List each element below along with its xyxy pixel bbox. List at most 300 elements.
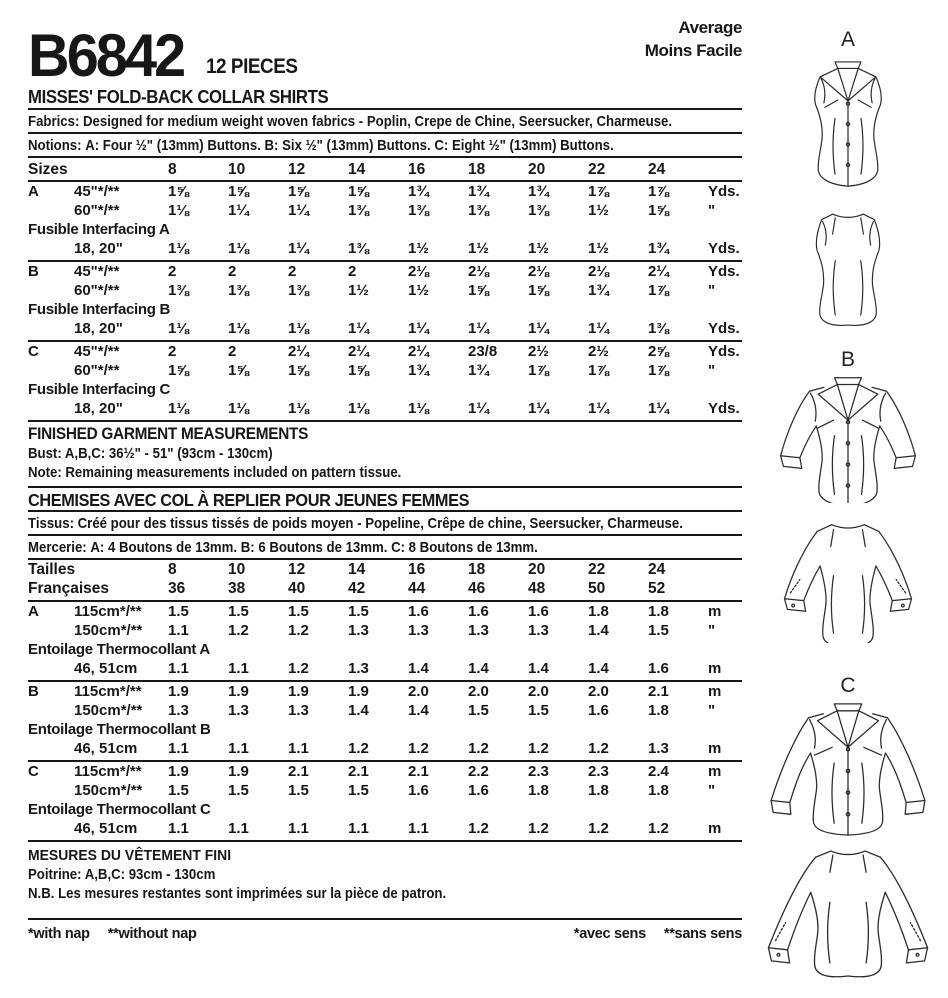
- view-letter-cell: C: [28, 343, 39, 360]
- yardage-value-cell: 1⅝: [288, 362, 309, 379]
- size-header-value: 12: [288, 561, 306, 578]
- yardage-value-cell: 1⅜: [168, 282, 189, 299]
- view-a-front-illustration: [748, 52, 948, 198]
- note-line: Note: Remaining measurements included on pattern tissue.: [28, 464, 402, 481]
- yardage-value-cell: 1½: [408, 240, 429, 257]
- table-row: [28, 739, 742, 762]
- size-header-value: 24: [648, 161, 666, 178]
- yardage-value-cell: 1.1: [168, 660, 189, 677]
- yardage-value-cell: 1.5: [528, 702, 549, 719]
- unit-cell: ": [708, 362, 716, 379]
- view-letter-cell: [28, 739, 74, 760]
- yardage-value-cell: 1⅝: [288, 183, 309, 200]
- table-row: [28, 819, 742, 842]
- view-letter-cell: [28, 239, 74, 260]
- table-row: [28, 602, 742, 621]
- yardage-value-cell: 1⅝: [168, 362, 189, 379]
- view-letter-cell: [28, 621, 74, 641]
- yardage-value-cell: 1¼: [468, 400, 489, 417]
- size-header-value: 14: [348, 561, 366, 578]
- avec-sens-note: *avec sens: [573, 926, 646, 942]
- unit-cell: m: [708, 603, 722, 620]
- view-letter-cell: B: [28, 683, 39, 700]
- table-row: [28, 201, 742, 220]
- unit-cell: m: [708, 820, 722, 837]
- footnotes-english: [28, 926, 197, 942]
- yardage-value-cell: 1.5: [228, 782, 249, 799]
- yardage-value-cell: 1⅝: [528, 282, 549, 299]
- long-sleeve-shirt-front-drawing: [759, 698, 937, 836]
- sleeveless-shirt-front-drawing: [797, 52, 899, 198]
- yardage-value-cell: 1⅛: [168, 320, 189, 337]
- yardage-value-cell: 1⅝: [228, 183, 249, 200]
- yardage-value-cell: 1⅝: [228, 362, 249, 379]
- yardage-value-cell: 1⅜: [528, 202, 549, 219]
- size-header-value: 16: [408, 161, 426, 178]
- yardage-value-cell: 1⅞: [648, 282, 669, 299]
- notions-label: Notions:: [28, 137, 82, 154]
- size-header-value: 10: [228, 561, 246, 578]
- fabric-width-cell: 150cm*/**: [74, 782, 143, 799]
- yardage-value-cell: 1.2: [588, 740, 609, 757]
- view-b-label: B: [840, 348, 855, 371]
- difficulty-rating: [645, 16, 742, 62]
- view-c-front-illustration: [748, 698, 948, 836]
- unit-cell: m: [708, 763, 722, 780]
- table-row: [28, 781, 742, 800]
- yardage-value-cell: 1.5: [168, 782, 189, 799]
- yardage-value-cell: 1.6: [468, 782, 489, 799]
- size-header-value: 20: [528, 161, 546, 178]
- fabric-width-cell: 18, 20": [74, 240, 123, 257]
- yardage-value-cell: 1.3: [288, 702, 309, 719]
- view-a-back-illustration: [748, 204, 948, 328]
- yardage-value-cell: 1¾: [588, 282, 609, 299]
- yardage-value-cell: 1.4: [408, 660, 429, 677]
- unit-cell: m: [708, 660, 722, 677]
- size-header-value: 18: [468, 161, 486, 178]
- footnotes-french: [574, 926, 742, 942]
- yardage-value-cell: 2⅛: [528, 263, 549, 280]
- yardage-value-cell: 1¼: [288, 202, 309, 219]
- yardage-value-cell: 1⅛: [288, 320, 309, 337]
- yardage-value-cell: 1⅛: [228, 320, 249, 337]
- garment-illustrations: [748, 0, 948, 998]
- unit-cell: Yds.: [708, 320, 740, 337]
- yardage-value-cell: 2½: [588, 343, 609, 360]
- view-letter-cell: [28, 781, 74, 801]
- yardage-value-cell: 1⅛: [288, 400, 309, 417]
- fabric-width-cell: 46, 51cm: [74, 740, 138, 757]
- yardage-value-cell: 1¼: [588, 400, 609, 417]
- fabric-width-cell: 115cm*/**: [74, 603, 142, 620]
- footnotes: [28, 918, 742, 942]
- yardage-value-cell: 1.5: [168, 603, 189, 620]
- view-letter-cell: [28, 319, 74, 340]
- yardage-value-cell: 2⅛: [408, 263, 429, 280]
- yardage-value-cell: 1.5: [228, 603, 249, 620]
- yardage-value-cell: 1.3: [408, 622, 429, 639]
- yardage-value-cell: 1.2: [348, 740, 369, 757]
- header: [28, 0, 742, 89]
- yardage-value-cell: 2.0: [408, 683, 429, 700]
- metric-yardage-table: [28, 602, 742, 842]
- table-section-label: Fusible Interfacing B: [28, 301, 171, 318]
- size-header-value: 38: [228, 580, 246, 597]
- fabric-width-cell: 46, 51cm: [74, 820, 138, 837]
- yardage-value-cell: 1½: [528, 240, 549, 257]
- yardage-value-cell: 1¼: [408, 320, 429, 337]
- yardage-value-cell: 1.5: [468, 702, 489, 719]
- yardage-value-cell: 1¾: [648, 240, 669, 257]
- fabric-width-cell: 46, 51cm: [74, 660, 138, 677]
- unit-column-spacer: [708, 560, 742, 580]
- table-section-label: Entoilage Thermocollant C: [28, 801, 211, 818]
- yardage-value-cell: 1.6: [588, 702, 609, 719]
- table-section-label: Fusible Interfacing C: [28, 381, 171, 398]
- size-header-value: 22: [588, 561, 606, 578]
- three-quarter-sleeve-shirt-back-drawing: [766, 516, 930, 643]
- unit-cell: Yds.: [708, 183, 740, 200]
- yardage-value-cell: 1.2: [648, 820, 669, 837]
- yardage-value-cell: 1.8: [648, 702, 669, 719]
- size-header-value: 22: [588, 161, 606, 178]
- fabric-width-cell: 60"*/**: [74, 282, 120, 299]
- yardage-value-cell: 2.3: [528, 763, 549, 780]
- unit-cell: Yds.: [708, 400, 740, 417]
- size-header-value: 46: [468, 580, 486, 597]
- yardage-value-cell: 1¼: [528, 320, 549, 337]
- yardage-value-cell: 1.2: [588, 820, 609, 837]
- yardage-value-cell: 1⅞: [588, 183, 609, 200]
- unit-cell: ": [708, 702, 716, 719]
- view-letter-cell: A: [28, 183, 39, 200]
- yardage-value-cell: 1.1: [228, 820, 249, 837]
- english-title: MISSES' FOLD-BACK COLLAR SHIRTS: [28, 84, 742, 110]
- fabric-width-cell: 45"*/**: [74, 343, 120, 360]
- yardage-value-cell: 1.3: [528, 622, 549, 639]
- view-letter-cell: [28, 819, 74, 840]
- view-a-label: A: [840, 28, 855, 51]
- yardage-value-cell: 1⅛: [228, 240, 249, 257]
- yardage-value-cell: 1¾: [468, 362, 489, 379]
- yardage-value-cell: 1⅜: [468, 202, 489, 219]
- yardage-value-cell: 1.5: [348, 603, 369, 620]
- yardage-value-cell: 1⅛: [228, 400, 249, 417]
- tissus-label: Tissus:: [28, 515, 74, 532]
- unit-cell: Yds.: [708, 343, 740, 360]
- table-row: [28, 682, 742, 701]
- difficulty-english: Average: [678, 18, 742, 37]
- yardage-value-cell: 1.2: [528, 820, 549, 837]
- yardage-value-cell: 1.8: [528, 782, 549, 799]
- yardage-value-cell: 1.6: [468, 603, 489, 620]
- tailles-header-rows: [28, 560, 742, 602]
- yardage-value-cell: 1¼: [588, 320, 609, 337]
- size-header-value: 42: [348, 580, 366, 597]
- unit-column-spacer: [708, 158, 742, 181]
- yardage-value-cell: 1.9: [168, 683, 189, 700]
- yardage-value-cell: 2.1: [348, 763, 369, 780]
- yardage-value-cell: 1⅝: [648, 202, 669, 219]
- yardage-value-cell: 2.1: [408, 763, 429, 780]
- yardage-value-cell: 1.3: [648, 740, 669, 757]
- yardage-value-cell: 1.6: [528, 603, 549, 620]
- yardage-value-cell: 1.8: [588, 782, 609, 799]
- table-row: [28, 621, 742, 640]
- yardage-value-cell: 1½: [408, 282, 429, 299]
- yardage-value-cell: 1.9: [348, 683, 369, 700]
- yardage-value-cell: 1.1: [408, 820, 429, 837]
- unit-cell: m: [708, 683, 722, 700]
- yardage-value-cell: 1.1: [168, 820, 189, 837]
- yardage-value-cell: 2: [168, 263, 177, 280]
- yardage-value-cell: 1¼: [528, 400, 549, 417]
- size-header-value: 52: [648, 580, 666, 597]
- size-header-value: 12: [288, 161, 306, 178]
- unit-cell: Yds.: [708, 240, 740, 257]
- table-section-label: Fusible Interfacing A: [28, 221, 170, 238]
- view-letter-cell: [28, 701, 74, 721]
- yardage-value-cell: 1.2: [228, 622, 249, 639]
- yardage-value-cell: 1¼: [348, 320, 369, 337]
- notions-row: [28, 134, 742, 158]
- yardage-value-cell: 1⅛: [168, 240, 189, 257]
- yardage-value-cell: 1.8: [648, 782, 669, 799]
- yardage-value-cell: 1.1: [168, 740, 189, 757]
- view-c-label: C: [840, 674, 856, 697]
- table-section-label: Entoilage Thermocollant B: [28, 721, 211, 738]
- yardage-value-cell: 1.9: [228, 763, 249, 780]
- yardage-value-cell: 2.0: [468, 683, 489, 700]
- fabric-width-cell: 18, 20": [74, 320, 123, 337]
- yardage-value-cell: 1¾: [408, 183, 429, 200]
- size-header-value: 10: [228, 161, 246, 178]
- table-row: [28, 762, 742, 781]
- view-letter-cell: [28, 281, 74, 301]
- yardage-value-cell: 1.2: [288, 622, 309, 639]
- finished-measurements-block: [28, 422, 742, 488]
- yardage-value-cell: 2.0: [588, 683, 609, 700]
- yardage-value-cell: 2⅛: [588, 263, 609, 280]
- yardage-value-cell: 1.2: [468, 820, 489, 837]
- size-header-value: 50: [588, 580, 606, 597]
- yardage-value-cell: 1¼: [228, 202, 249, 219]
- yardage-value-cell: 1.5: [348, 782, 369, 799]
- view-letter-cell: A: [28, 603, 39, 620]
- yardage-value-cell: 2.1: [648, 683, 669, 700]
- imperial-yardage-table: [28, 182, 742, 422]
- yardage-value-cell: 1⅛: [348, 400, 369, 417]
- fabrics-label: Fabrics:: [28, 113, 80, 130]
- yardage-value-cell: 1.3: [228, 702, 249, 719]
- size-header-label: Tailles: [28, 561, 76, 578]
- yardage-value-cell: 1⅝: [168, 183, 189, 200]
- yardage-value-cell: 1.8: [648, 603, 669, 620]
- sizes-header-row: [28, 158, 742, 182]
- yardage-value-cell: 1.5: [288, 603, 309, 620]
- yardage-value-cell: 1.2: [468, 740, 489, 757]
- yardage-value-cell: 1¼: [648, 400, 669, 417]
- yardage-value-cell: 1.9: [228, 683, 249, 700]
- yardage-value-cell: 2½: [528, 343, 549, 360]
- yardage-value-cell: 1⅝: [468, 282, 489, 299]
- yardage-value-cell: 1⅞: [528, 362, 549, 379]
- finished-measurements-heading: FINISHED GARMENT MEASUREMENTS: [28, 425, 309, 443]
- yardage-value-cell: 1⅜: [408, 202, 429, 219]
- yardage-value-cell: 2.2: [468, 763, 489, 780]
- yardage-value-cell: 2⅝: [648, 343, 669, 360]
- view-letter-cell: C: [28, 763, 39, 780]
- fabric-width-cell: 150cm*/**: [74, 702, 143, 719]
- yardage-value-cell: 2¼: [408, 343, 429, 360]
- yardage-value-cell: 1.1: [348, 820, 369, 837]
- yardage-value-cell: 1.6: [648, 660, 669, 677]
- mercerie-row: [28, 536, 742, 560]
- size-header-value: 8: [168, 561, 177, 578]
- yardage-value-cell: 1½: [588, 202, 609, 219]
- fabrics-row: [28, 110, 742, 134]
- text-column: [28, 0, 742, 942]
- yardage-value-cell: 2: [168, 343, 177, 360]
- yardage-value-cell: 1⅛: [168, 202, 189, 219]
- view-b-back-illustration: [748, 516, 948, 643]
- yardage-value-cell: 1.4: [588, 622, 609, 639]
- yardage-value-cell: 1⅝: [348, 362, 369, 379]
- unit-cell: Yds.: [708, 263, 740, 280]
- tissus-text: Créé pour des tissus tissés de poids moyen - Popeline, Crêpe de chine, Seersucker, Charmeuse.: [77, 515, 683, 532]
- yardage-value-cell: 1.2: [408, 740, 429, 757]
- table-row: [28, 262, 742, 281]
- yardage-value-cell: 1⅞: [648, 183, 669, 200]
- mercerie-text: A: 4 Boutons de 13mm. B: 6 Boutons de 13mm. C: 8 Boutons de 13mm.: [90, 539, 538, 556]
- without-nap-note: **without nap: [107, 926, 197, 942]
- size-header-label: Françaises: [28, 580, 109, 597]
- unit-cell: ": [708, 622, 716, 639]
- table-row: [28, 659, 742, 682]
- yardage-value-cell: 2¼: [348, 343, 369, 360]
- fabric-width-cell: 45"*/**: [74, 263, 120, 280]
- unit-cell: ": [708, 282, 716, 299]
- fabric-width-cell: 115cm*/**: [74, 763, 142, 780]
- yardage-value-cell: 1.3: [348, 622, 369, 639]
- yardage-value-cell: 1.8: [588, 603, 609, 620]
- view-b-front-illustration: [748, 372, 948, 503]
- size-header-value: 16: [408, 561, 426, 578]
- view-letter-cell: [28, 201, 74, 221]
- yardage-value-cell: 1⅞: [588, 362, 609, 379]
- yardage-value-cell: 2: [228, 263, 237, 280]
- yardage-value-cell: 1⅝: [348, 183, 369, 200]
- difficulty-french: Moins Facile: [644, 41, 742, 60]
- tailles-row: [28, 560, 742, 579]
- yardage-value-cell: 1⅜: [228, 282, 249, 299]
- yardage-value-cell: 1.4: [468, 660, 489, 677]
- pieces-count: 12 PIECES: [205, 55, 298, 78]
- french-title: CHEMISES AVEC COL À REPLIER POUR JEUNES FEMMES: [28, 488, 742, 512]
- view-letter-cell: [28, 659, 74, 680]
- size-header-value: 36: [168, 580, 186, 597]
- yardage-value-cell: 1.1: [168, 622, 189, 639]
- view-letter-cell: [28, 361, 74, 381]
- yardage-value-cell: 1½: [468, 240, 489, 257]
- notions-text: A: Four ½" (13mm) Buttons. B: Six ½" (13mm) Buttons. C: Eight ½" (13mm) Buttons.: [85, 137, 614, 154]
- yardage-value-cell: 1.5: [288, 782, 309, 799]
- unit-cell: ": [708, 202, 716, 219]
- table-row: [28, 182, 742, 201]
- size-header-value: 48: [528, 580, 546, 597]
- size-header-value: 8: [168, 161, 177, 178]
- yardage-value-cell: 1½: [588, 240, 609, 257]
- yardage-value-cell: 1⅜: [348, 240, 369, 257]
- mesures-heading: MESURES DU VÊTEMENT FINI: [28, 847, 232, 864]
- yardage-value-cell: 1.2: [288, 660, 309, 677]
- nb-line: N.B. Les mesures restantes sont imprimées sur la pièce de patron.: [28, 885, 447, 902]
- mercerie-label: Mercerie:: [28, 539, 87, 556]
- with-nap-note: *with nap: [28, 926, 90, 942]
- size-header-value: 44: [408, 580, 426, 597]
- yardage-value-cell: 1.9: [288, 683, 309, 700]
- yardage-value-cell: 1¼: [288, 240, 309, 257]
- unit-column-spacer: [708, 579, 742, 599]
- table-row: [28, 701, 742, 720]
- yardage-value-cell: 2⅛: [468, 263, 489, 280]
- table-row: [28, 342, 742, 361]
- sleeveless-shirt-back-drawing: [798, 204, 898, 328]
- yardage-value-cell: 1.1: [288, 820, 309, 837]
- long-sleeve-shirt-back-drawing: [755, 842, 941, 979]
- yardage-value-cell: 1.4: [588, 660, 609, 677]
- yardage-value-cell: 1.6: [408, 603, 429, 620]
- yardage-value-cell: 2.1: [288, 763, 309, 780]
- table-section-label: Entoilage Thermocollant A: [28, 641, 210, 658]
- yardage-value-cell: 2: [288, 263, 297, 280]
- yardage-value-cell: 2.0: [528, 683, 549, 700]
- yardage-value-cell: 2.3: [588, 763, 609, 780]
- size-header-value: 20: [528, 561, 546, 578]
- yardage-value-cell: 1⅜: [648, 320, 669, 337]
- yardage-value-cell: 1¼: [468, 320, 489, 337]
- fabric-width-cell: 150cm*/**: [74, 622, 143, 639]
- size-header-value: 40: [288, 580, 306, 597]
- yardage-value-cell: 1⅛: [168, 400, 189, 417]
- yardage-value-cell: 1.1: [288, 740, 309, 757]
- fabric-width-cell: 18, 20": [74, 400, 123, 417]
- sans-sens-note: **sans sens: [663, 926, 742, 942]
- bust-line: Bust: A,B,C: 36½" - 51" (93cm - 130cm): [28, 445, 273, 462]
- table-row: [28, 319, 742, 342]
- yardage-value-cell: 2¼: [648, 263, 669, 280]
- fabric-width-cell: 60"*/**: [74, 362, 120, 379]
- yardage-value-cell: 1.5: [648, 622, 669, 639]
- table-row: [28, 281, 742, 300]
- yardage-value-cell: 2¼: [288, 343, 309, 360]
- yardage-value-cell: 1.1: [228, 660, 249, 677]
- view-c-back-illustration: [748, 842, 948, 979]
- fabric-width-cell: 60"*/**: [74, 202, 120, 219]
- yardage-value-cell: 1¾: [468, 183, 489, 200]
- tissus-row: [28, 512, 742, 536]
- yardage-value-cell: 23/8: [468, 343, 498, 360]
- unit-cell: m: [708, 740, 722, 757]
- unit-cell: ": [708, 782, 716, 799]
- yardage-value-cell: 1.3: [168, 702, 189, 719]
- poitrine-line: Poitrine: A,B,C: 93cm - 130cm: [28, 866, 216, 883]
- table-row: [28, 361, 742, 380]
- yardage-value-cell: 1⅛: [408, 400, 429, 417]
- yardage-value-cell: 1.6: [408, 782, 429, 799]
- size-header-value: 14: [348, 161, 366, 178]
